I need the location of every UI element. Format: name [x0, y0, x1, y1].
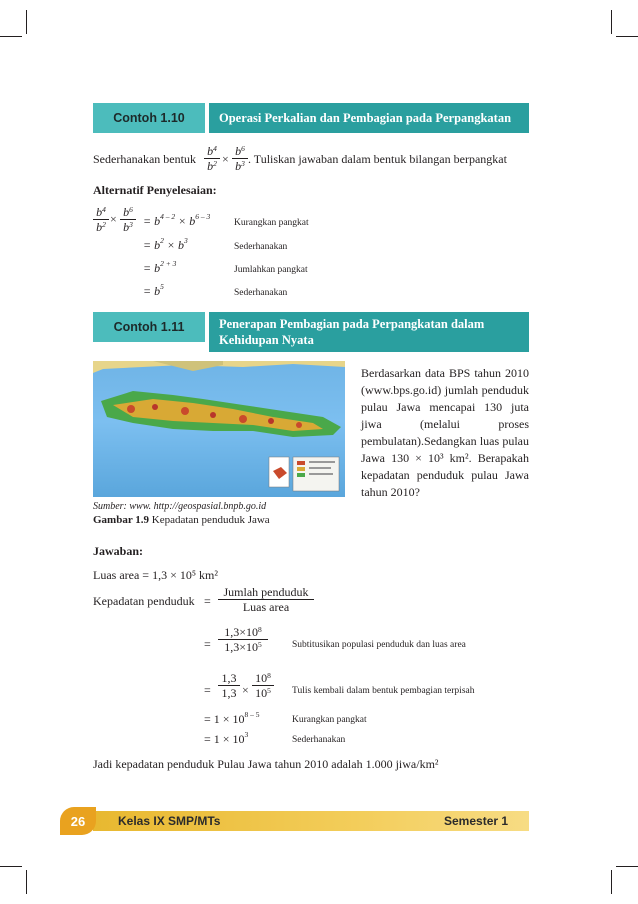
crop-mark: [611, 870, 612, 894]
crop-mark: [26, 870, 27, 894]
step-note: Subtitusikan populasi penduduk dan luas area: [292, 640, 466, 650]
step-expression: = $b^{2 + 3}$: [143, 259, 177, 275]
step-note: Sederhanakan: [234, 242, 288, 252]
figure-caption: Gambar 1.9 Kepadatan penduduk Jawa: [93, 514, 270, 526]
step-expression: = $1 \times 10^3$: [204, 730, 249, 746]
step-expression: = $b^2 \times b^3$: [143, 236, 188, 252]
equals-sign: =: [204, 683, 211, 697]
semester-label: Semester 1: [444, 814, 509, 828]
answer-heading: Jawaban:: [93, 544, 144, 558]
step-note: Kurangkan pangkat: [292, 715, 367, 725]
example-label: Contoh 1.11: [93, 312, 205, 342]
step-fraction-2: $b^6$ $b^3$: [120, 205, 136, 234]
times-sign: ×: [242, 683, 249, 697]
step-note: Jumlahkan pangkat: [234, 265, 308, 275]
example-label: Contoh 1.10: [93, 103, 205, 133]
alt-heading: Alternatif Penyelesaian:: [93, 183, 217, 197]
conclusion: Jadi kepadatan penduduk Pulau Jawa tahun 2010 adalah 1.000 jiwa/km²: [93, 757, 439, 771]
step-fraction-1: $b^4$ $b^2$: [93, 205, 109, 234]
example-title: Operasi Perkalian dan Pembagian pada Perpangkatan: [209, 103, 529, 133]
fraction-powers: $10^8$ $10^5$: [252, 671, 274, 700]
times-sign: ×: [222, 152, 229, 166]
book-title: Kelas IX SMP/MTs: [118, 814, 221, 828]
crop-mark: [616, 866, 638, 867]
example-title: Penerapan Pembagian pada Perpangkatan dalam Kehidupan Nyata: [209, 312, 529, 352]
crop-mark: [611, 10, 612, 34]
question-suffix: . Tuliskan jawaban dalam bentuk bilangan berpangkat: [248, 152, 507, 166]
times-sign: ×: [110, 212, 117, 226]
crop-mark: [26, 10, 27, 34]
step-note: Sederhanakan: [234, 288, 288, 298]
equals-sign: =: [204, 637, 211, 651]
crop-mark: [616, 36, 638, 37]
java-density-map: [93, 361, 345, 497]
fraction-b6-b3: $b^6$ $b^3$: [232, 144, 248, 173]
step-expression: = $b^{4 - 2} \times b^{6 - 3}$: [143, 212, 211, 228]
question-prefix: Sederhanakan bentuk: [93, 152, 196, 166]
area-line: Luas area = 1,3 × 10⁵ km²: [93, 568, 218, 582]
problem-paragraph: Berdasarkan data BPS tahun 2010 (www.bps.go.id) jumlah penduduk pulau Jawa mencapai 130 juta jiwa (melalui proses pembulatan).Sedangkan luas pulau Jawa 130 × 10³ km². Berapakah kepadatan penduduk pulau Jawa tahun 2010?: [361, 366, 529, 499]
fraction-1-3: 1,3 1,3: [218, 671, 240, 700]
equals-sign: =: [204, 594, 211, 608]
step-note: Tulis kembali dalam bentuk pembagian terpisah: [292, 686, 475, 696]
step-note: Kurangkan pangkat: [234, 218, 309, 228]
step-expression: = $1 \times 10^{8 - 5}$: [204, 710, 260, 726]
density-fraction: Jumlah penduduk Luas area: [218, 585, 314, 614]
step-expression: = $b^5$: [143, 282, 164, 298]
crop-mark: [0, 36, 22, 37]
fraction-b4-b2: $b^4$ $b^2$: [204, 144, 220, 173]
crop-mark: [0, 866, 22, 867]
density-label: Kepadatan penduduk: [93, 594, 195, 608]
page-number: 26: [60, 807, 96, 835]
image-source: Sumber: www. http://geospasial.bnpb.go.id: [93, 501, 267, 512]
step-note: Sederhanakan: [292, 735, 346, 745]
fraction-population-area: $1,3\times 10^8$ $1,3\times 10^5$: [218, 625, 268, 654]
